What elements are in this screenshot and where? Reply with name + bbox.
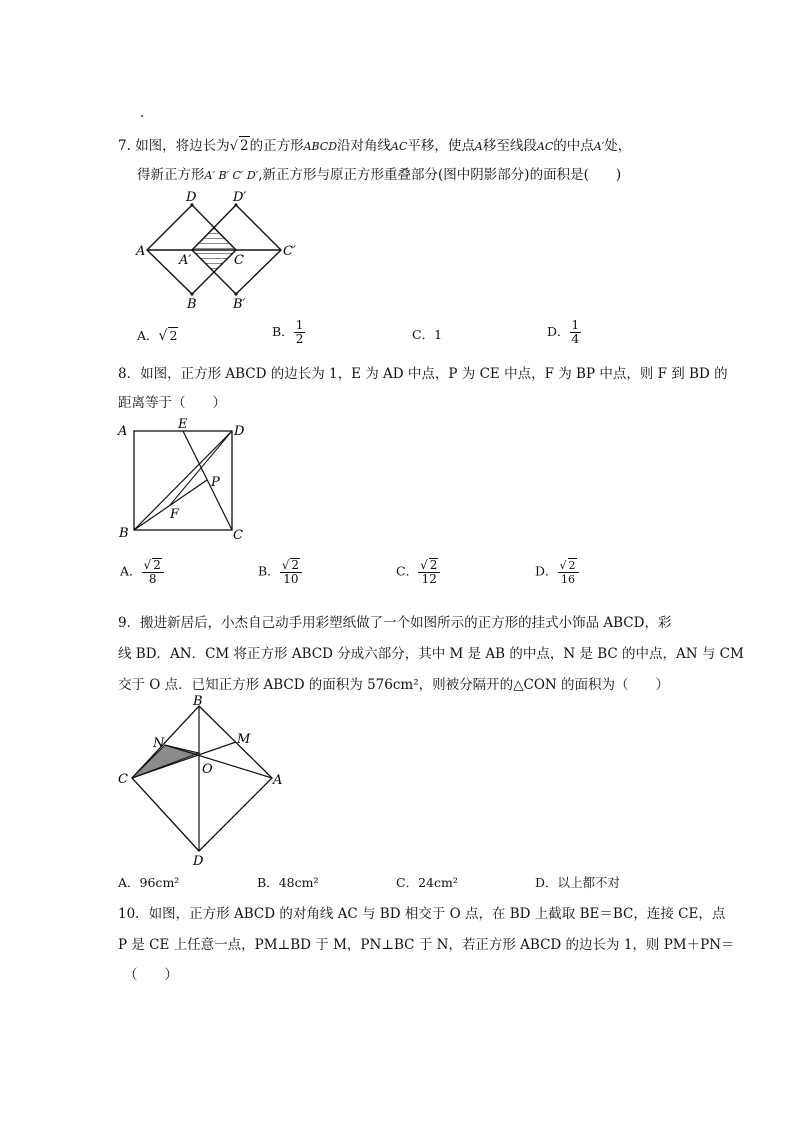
q9-label-A: A [273, 773, 283, 788]
q9-line2: 线 BD．AN．CM 将正方形 ABCD 分成六部分，其中 M 是 AB 的中点，N 是 BC 的中点，AN 与 CM [118, 646, 744, 662]
q7-line1: 7. 如图，将边长为√ 2的正方形ABCD沿对角线AC平移，使点A移至线段AC的中点A′处， [118, 138, 632, 154]
q7-number: 7. [118, 138, 131, 154]
q8-label-E: E [178, 418, 188, 432]
q8-label-B: B [119, 526, 129, 541]
q9-label-D: D [193, 854, 204, 867]
q7-label-C: C [234, 253, 244, 268]
q7-label-Dp: D′ [233, 190, 247, 205]
q7-sqrt: 2 [239, 138, 249, 154]
q7-label-Bp: B′ [233, 297, 246, 312]
q8-option-c[interactable]: C． $\frac{√ 2}{12}$ [396, 558, 440, 586]
q7-option-a[interactable]: A．√ 2 [137, 328, 178, 344]
q7-label-Ap: A′ [179, 253, 192, 268]
q9-label-M: M [237, 732, 251, 747]
stray-dot: . [140, 105, 145, 121]
q10-line3: （ ） [124, 967, 178, 983]
q10-line1: 10．如图，正方形 ABCD 的对角线 AC 与 BD 相交于 O 点，在 BD 上截取 BE＝BC，连接 CE，点 [118, 906, 726, 922]
q8-label-D: D [234, 424, 245, 439]
q9-label-C: C [118, 772, 128, 787]
q7-label-B: B [187, 297, 197, 312]
q8-label-P: P [211, 475, 220, 490]
q8-label-A: A [118, 424, 128, 439]
q9-line1: 9．搬进新居后，小杰自己动手用彩塑纸做了一个如图所示的正方形的挂式小饰品 ABCD，彩 [118, 615, 672, 631]
q9-option-c[interactable]: C．24cm² [396, 875, 458, 890]
q8-option-a[interactable]: A． $\frac{√ 2}{8}$ [120, 558, 164, 586]
q9-label-B: B [193, 695, 203, 709]
q9-option-d[interactable]: D．以上都不对 [535, 875, 621, 890]
q9-line3: 交于 O 点．已知正方形 ABCD 的面积为 576cm²，则被分隔开的△CON 的面积为（ ） [118, 677, 670, 693]
q8-line2: 距离等于（ ） [118, 395, 226, 411]
q8-label-F: F [170, 507, 180, 522]
q9-label-N: N [153, 736, 165, 751]
q7-text: 如图，将边长为 [135, 138, 230, 154]
q7-label-A: A [136, 244, 146, 259]
q8-option-b[interactable]: B． $\frac{√ 2}{10}$ [258, 558, 302, 586]
q7-label-Cp: C′ [283, 244, 296, 259]
q8-label-C: C [233, 528, 243, 543]
q9-figure [115, 695, 290, 867]
q10-line2: P 是 CE 上任意一点，PM⊥BD 于 M，PN⊥BC 于 N，若正方形 ABCD 的边长为 1，则 PM＋PN＝ [118, 937, 735, 953]
q7-option-b[interactable]: B． $\frac{1}{2}$ [272, 318, 304, 346]
q7-line2: 得新正方形A′ B′ C′ D′,新正方形与原正方形重叠部分(图中阴影部分)的面积是( ) [137, 167, 622, 183]
q7-option-c[interactable]: C．1 [412, 327, 443, 342]
q9-option-a[interactable]: A．96cm² [118, 875, 180, 890]
q7-label-D: D [186, 190, 197, 205]
q8-line1: 8．如图，正方形 ABCD 的边长为 1，E 为 AD 中点，P 为 CE 中点，F 为 BP 中点，则 F 到 BD 的 [118, 366, 728, 382]
q9-label-O: O [202, 762, 213, 777]
q7-option-d[interactable]: D． $\frac{1}{4}$ [547, 318, 580, 346]
q7-figure [130, 188, 310, 312]
q8-figure [116, 418, 256, 546]
q8-option-d[interactable]: D． $\frac{√ 2}{16}$ [535, 558, 579, 586]
q9-option-b[interactable]: B．48cm² [257, 875, 319, 890]
